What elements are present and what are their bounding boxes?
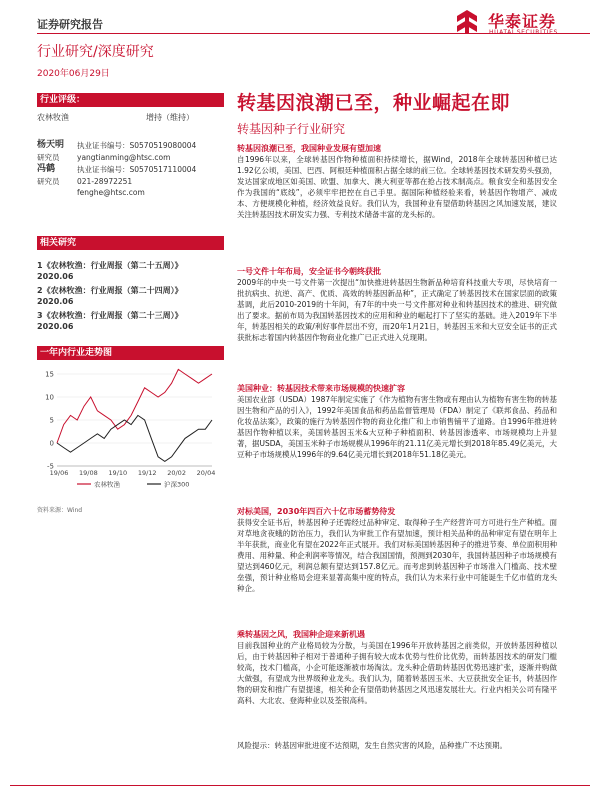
- risk-text: 风险提示：转基因审批进度不达预期，发生自然灾害的风险，品种推广不达预期。: [237, 741, 507, 750]
- summary-section: [237, 143, 557, 220]
- analyst-cert: 执业证书编号：S0570519080004: [77, 141, 197, 150]
- analyst-cert: 执业证书编号：S0570517110004: [77, 165, 197, 174]
- logo-chinese-name: 华泰证券: [488, 12, 557, 31]
- huatai-logo-icon: [452, 8, 482, 36]
- x-tick-label: 19/10: [108, 469, 128, 477]
- related-report-item[interactable]: [37, 310, 224, 332]
- x-tick-label: 19/12: [137, 469, 157, 477]
- y-tick-label: 10: [45, 393, 54, 402]
- analyst-role: 研究员: [37, 152, 60, 162]
- related-report-date: 2020.06: [37, 297, 74, 306]
- series-line: [57, 415, 212, 461]
- summary-section: [237, 266, 557, 343]
- related-report-item[interactable]: [37, 285, 224, 307]
- related-report-date: 2020.06: [37, 272, 74, 281]
- related-report-date: 2020.06: [37, 322, 74, 331]
- legend-label: 沪深300: [164, 480, 190, 489]
- x-tick-label: 19/06: [49, 469, 69, 477]
- header-divider: [37, 33, 590, 34]
- report-subtitle: 转基因种子行业研究: [237, 122, 346, 136]
- industry-name: 农林牧渔: [37, 113, 69, 122]
- trend-chart-header: 一年内行业走势图: [37, 346, 224, 360]
- report-type-label: 证券研究报告: [37, 18, 103, 31]
- report-category: 行业研究/深度研究: [37, 44, 154, 60]
- section-body: 获得安全证书后，转基因种子还需经过品种审定、取得种子生产经营许可方可进行生产种植。面对草地贪夜蛾的防治压力，我们认为审批工作有望加速，预计相关品种的品种审定有望在明年上半年获批，商业化有望在2022年正式展开。我们对标美国转基因种子的推进节奏、单位面积用种费用、用种量、种企利润率等情况，结合我国国情，预测到2030年，我国转基因种子市场规模有望达到460亿元，利润总额有望达到157.8亿元。而考虑到转基因种子市场准入门槛高、技术壁垒强，预计种业格局会迎来显著高集中度的特点，我们认为未来行业中可能诞生千亿市值的龙头种企。: [237, 518, 557, 593]
- summary-section: [237, 506, 557, 594]
- related-report-item[interactable]: [37, 260, 224, 282]
- analyst-role: 研究员: [37, 176, 60, 186]
- section-body: 目前我国种业的产业格局较为分散，与美国在1996年开放转基因之前类似，开放转基因种植以后，由于转基因种子相对于普通种子拥有较大成本优势与性价比优势，而转基因技术的研发门槛较高，技术门槛高，小企可能逐渐被市场淘汰。龙头种企借助转基因优势迅速扩张，逐渐并购做大做强，有望成为世界级种业龙头。我们认为，随着转基因玉米、大豆获批安全证书，转基因作物的研发和推广有望提速，相关种企有望借助转基因之风迅速发展壮大。行业内相关公司有隆平高科、大北农、登海种业以及荃银高科。: [237, 641, 557, 705]
- related-report-title[interactable]: 1《农林牧渔：行业周报（第二十五周）》: [37, 261, 183, 270]
- section-heading: 美国种业：转基因技术带来市场规模的快速扩容: [237, 384, 405, 393]
- section-heading: 转基因浪潮已至，我国种业发展有望加速: [237, 144, 381, 153]
- x-tick-label: 20/04: [196, 469, 216, 477]
- report-date: 2020年06月29日: [37, 69, 110, 79]
- series-line: [57, 369, 212, 443]
- analyst-name: 杨天明: [37, 140, 65, 150]
- analyst-phone: 021-28972251: [77, 176, 133, 186]
- y-tick-label: 5: [49, 416, 54, 425]
- logo-english-name: HUATAI SECURITIES: [489, 29, 558, 36]
- related-report-title[interactable]: 3《农林牧渔：行业周报（第二十三周）》: [37, 311, 183, 320]
- y-tick-label: 15: [45, 370, 54, 379]
- chart-source: 资料来源：Wind: [37, 507, 83, 514]
- summary-section: [237, 629, 557, 706]
- related-research-header: 相关研究: [37, 236, 224, 250]
- analyst-name: 冯鹤: [37, 164, 56, 174]
- x-tick-label: 20/02: [167, 469, 186, 477]
- risk-warning: [237, 740, 557, 751]
- legend-label: 农林牧渔: [94, 480, 120, 489]
- section-body: 自1996年以来，全球转基因作物种植面积持续增长，据Wind，2018年全球转基因种植已达1.92亿公顷，美国、巴西、阿根廷种植面积占据全球的前三位。全球转基因技术研发势头强劲，发达国家成地区如美国、欧盟、加拿大、澳大利亚等都在抢占技术制高点。粮食安全和基因安全作为我国的“底线”，必须牢牢把控在自己手里。据国际种植经验来看，转基因作物增产、减成本、方便规模化种植，经济效益良好。我们认为，我国种业有望借助转基因之风加速发展，建议关注转基因技术研发实力强、专利技术储备丰富的龙头标的。: [237, 155, 557, 219]
- rating-section-header: 行业评级：: [37, 93, 224, 107]
- analyst-card: [37, 163, 197, 197]
- footer-divider: [10, 785, 590, 786]
- related-report-title[interactable]: 2《农林牧渔：行业周报（第二十四周）》: [37, 286, 183, 295]
- section-body: 美国农业部（USDA）1987年制定实施了《作为植物有害生物或有理由认为植物有害生物的转基因生物和产品的引入》，1992年美国食品和药品监督管理局（FDA）制定了《联邦食品、药品和化妆品法案》，政策的施行为转基因作物的商业化推广和上市销售铺平了道路。自1996年推进转基因作物种植以来，美国转基因玉米&大豆种子种植面积、转基因渗透率、市场规模均上升显著，据USDA，美国玉米种子市场规模从1996年的21.11亿美元增长到2018年85.49亿美元，大豆种子市场规模从1996年的9.64亿美元增长到2018年51.18亿美元。: [237, 395, 557, 459]
- summary-section: [237, 383, 557, 460]
- section-body: 2009年的中央一号文件第一次提出“加快推进转基因生物新品种培育科技重大专项，尽快培育一批抗病虫、抗逆、高产、优质、高效的转基因新品种”，正式确定了转基因技术在国家层面的政策基调，此后2010-2019的十年间，有7年的中央一号文件都对种业和转基因技术的推进、研究做出了要求。据前布局为我国转基因技术的应用和种业的崛起打下了坚实的基础。进入2019年下半年，转基因相关的政策/利好事件层出不穷，而20年1月21日，转基因玉米和大豆安全证书的正式获批标志着国内转基因作物商业化推广已正式进入兑现期。: [237, 278, 557, 342]
- report-title: 转基因浪潮已至，种业崛起在即: [237, 92, 511, 114]
- analyst-card: [37, 139, 197, 163]
- brand-logo: [452, 6, 592, 40]
- industry-rating: 增持（维持）: [146, 113, 194, 122]
- y-tick-label: 0: [49, 439, 54, 448]
- section-heading: 一号文件十年布局，安全证书今朝终获批: [237, 267, 381, 276]
- section-heading: 乘转基因之风，我国种企迎来新机遇: [237, 630, 365, 639]
- industry-trend-chart: [37, 366, 224, 496]
- section-heading: 对标美国，2030年四百六十亿市场蓄势待发: [237, 507, 396, 516]
- analyst-email[interactable]: fenghe@htsc.com: [77, 188, 145, 197]
- analyst-email[interactable]: yangtianming@htsc.com: [77, 152, 171, 162]
- x-tick-label: 19/08: [79, 469, 98, 477]
- y-tick-label: -5: [47, 462, 54, 471]
